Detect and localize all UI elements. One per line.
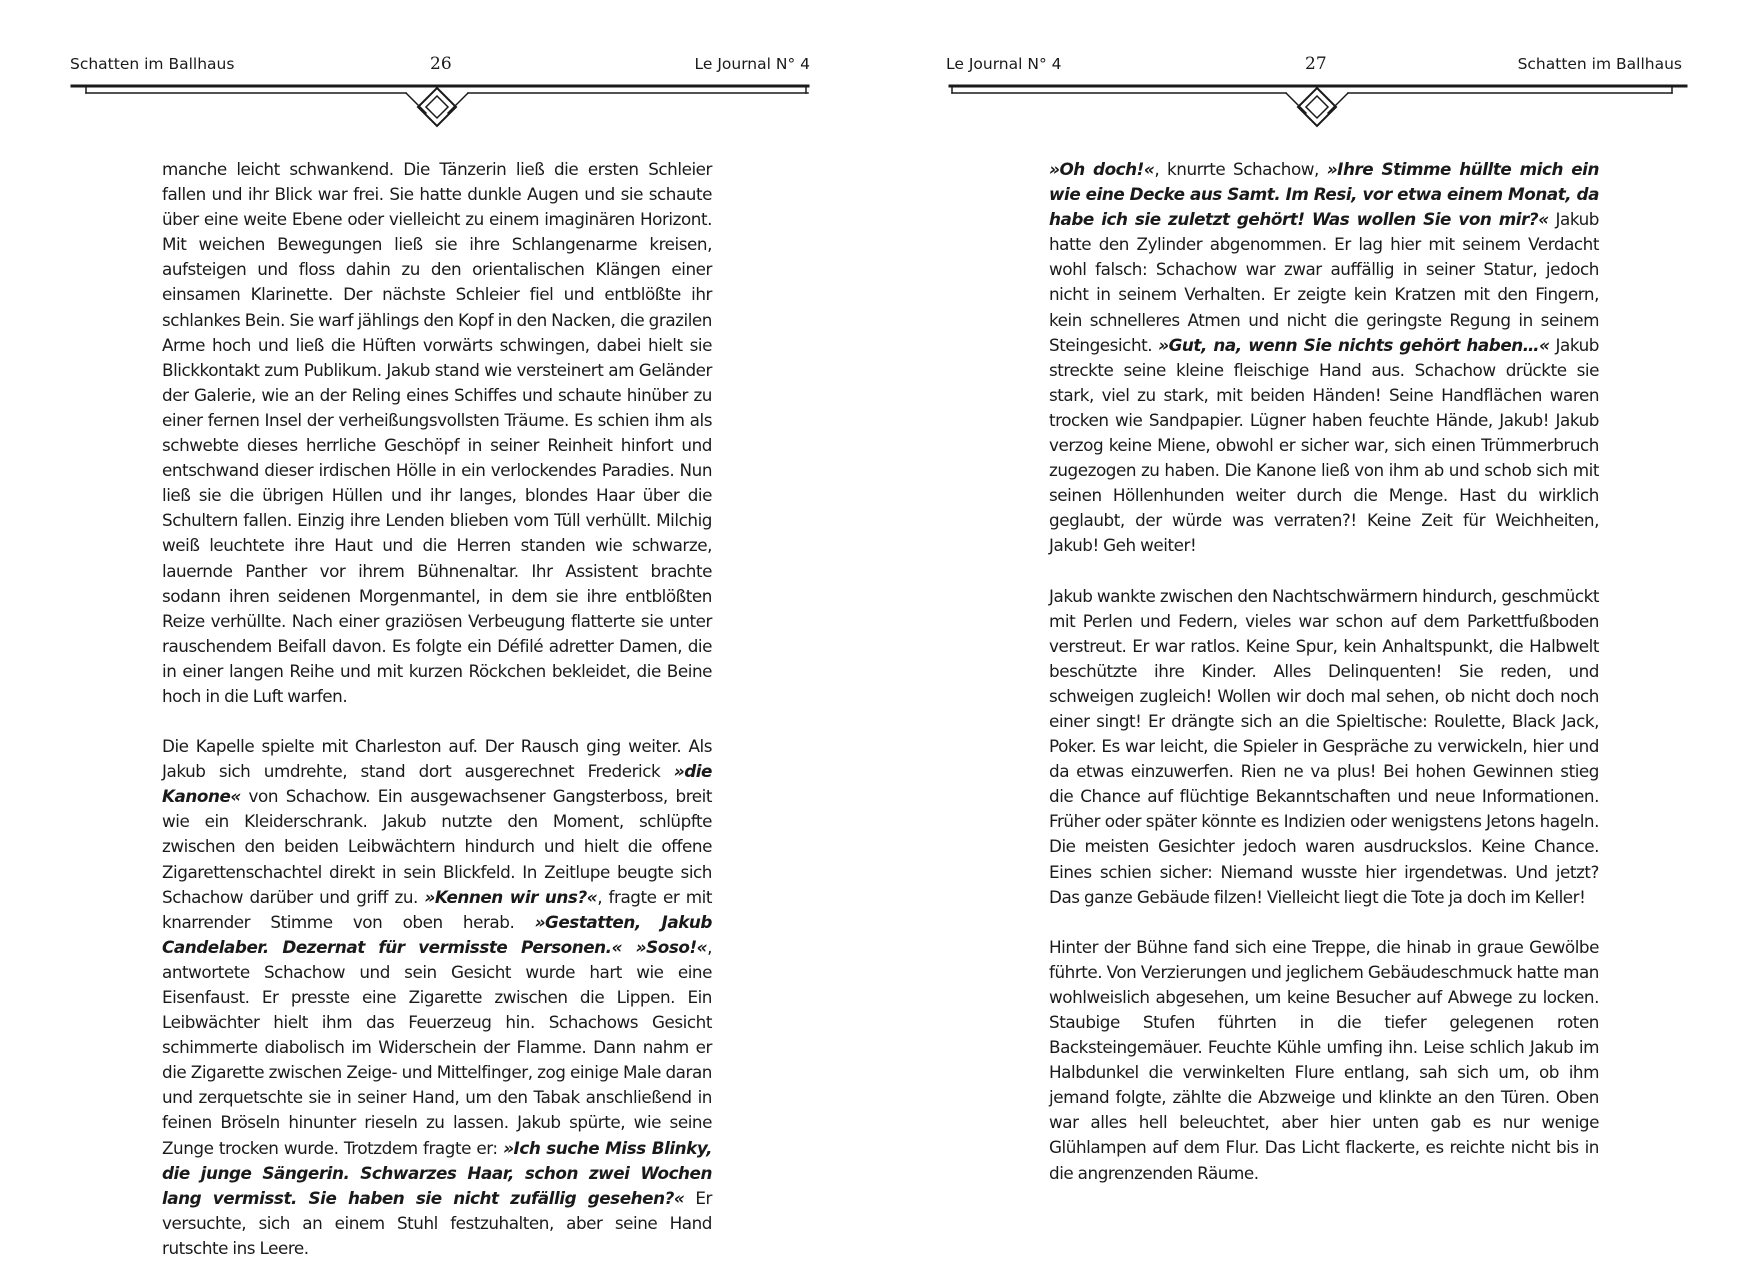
text-run: von Schachow. Ein ausgewachsener Gangsterboss, breit wie ein Kleiderschrank. Jakub nutzte den Moment, schlüpfte zwischen den beiden Leibwächtern hindurch und hielt die offene Zigarettenschachtel direkt in sein Blickfeld. In Zeitlupe beugte sich Schachow darüber und griff zu. bbox=[162, 786, 712, 907]
dialogue-quote: »Gestatten, Jakub Candelaber. Dezernat für vermisste Personen.« »Soso!« bbox=[162, 911, 712, 957]
running-header-title: Schatten im Ballhaus bbox=[1517, 55, 1682, 73]
text-run: Hinter der Bühne fand sich eine Treppe, die hinab in graue Gewölbe führte. Von Verzierungen und jeglichem Gebäudeschmuck hatte man wohlweislich abgesehen, um keine Besucher auf Abwege zu locken. Staubige Stufen führten in die tiefer gelegenen roten Backsteingemäuer. Feuchte Kühle umfing ihn. Leise schlich Jakub im Halbdunkel die verwinkelten Flure entlang, sah sich um, ob ihm jemand folgte, zählte die Abzweige und klinkte an den Türen. Oben war alles hell beleuchtet, aber hier unten gab es nur wenige Glühlampen auf dem Flur. Das Licht flackerte, es reichte nicht bis in die angrenzenden Räume. bbox=[1049, 936, 1599, 1183]
text-run: Jakub streckte seine kleine fleischige Hand aus. Schachow drückte sie stark, viel zu stark, mit beiden Händen! Seine Handflächen waren trocken wie Sandpapier. Lügner haben feuchte Hände, Jakub! Jakub verzog keine Miene, obwohl er sicher war, sich einen Trümmerbruch zugezogen zu haben. Die Kanone ließ von ihm ab und schob sich mit seinen Höllenhunden weiter durch die Menge. Hast du wirklich geglaubt, der würde was verraten?! Keine Zeit für Weichheiten, Jakub! Geh weiter! bbox=[1049, 334, 1600, 556]
running-header-journal: Le Journal N° 4 bbox=[946, 55, 1062, 73]
body-text bbox=[162, 157, 712, 1286]
page-number: 27 bbox=[1305, 54, 1327, 74]
header-rule-ornament bbox=[0, 84, 874, 134]
paragraph bbox=[1049, 584, 1599, 910]
running-header-journal: Le Journal N° 4 bbox=[694, 55, 810, 73]
body-text bbox=[1049, 157, 1599, 1211]
left-page bbox=[0, 0, 874, 1258]
dialogue-quote: »die Kanone« bbox=[162, 761, 712, 807]
text-run: Jakub hatte den Zylinder abgenommen. Er lag hier mit seinem Verdacht wohl falsch: Schachow war zwar auffällig in seiner Statur, jedoch nicht in seinem Verhalten. Er zeigte kein Kratzen mit den Fingern, kein schnelleres Atmen und nicht die geringste Regung in seinem Steingesicht. bbox=[1049, 209, 1599, 355]
dialogue-quote: »Oh doch!« bbox=[1049, 159, 1155, 179]
paragraph bbox=[1049, 935, 1599, 1186]
text-run: Die Kapelle spielte mit Charleston auf. Der Rausch ging weiter. Als Jakub sich umdrehte, stand dort ausgerechnet Frederick bbox=[162, 736, 712, 782]
dialogue-quote: »Gut, na, wenn Sie nichts gehört haben…« bbox=[1158, 334, 1550, 355]
running-header-title: Schatten im Ballhaus bbox=[70, 55, 235, 73]
text-run: Jakub wankte zwischen den Nachtschwärmern hindurch, geschmückt mit Perlen und Federn, vieles war schon auf dem Parkettfußboden verstreut. Er war ratlos. Keine Spur, kein Anhaltspunkt, die Halbwelt beschützte ihre Kinder. Alles Delinquenten! Sie reden, und schweigen zugleich! Wollen wir doch mal sehen, ob nicht doch noch einer singt! Er drängte sich an die Spieltische: Roulette, Black Jack, Poker. Es war leicht, die Spieler in Gespräche zu verwickeln, hier und da etwas einzuwerfen. Rien ne va plus! Bei hohen Gewinnen stieg die Chance auf flüchtige Bekanntschaften und neue Informationen. Früher oder später könnte es Indizien oder wenigstens Jetons hageln. Die meisten Gesichter jedoch waren ausdruckslos. Keine Chance. Eines schien sicher: Niemand wusste hier irgendetwas. Und jetzt? Das ganze Gebäude filzen! Vielleicht liegt die Tote ja doch im Keller! bbox=[1049, 585, 1599, 907]
text-run: , antwortete Schachow und sein Gesicht wurde hart wie eine Eisenfaust. Er presste eine Zigarette zwischen die Lippen. Ein Leibwächter hielt ihm das Feuerzeug hin. Schachows Gesicht schimmerte diabolisch im Widerschein der Flamme. Dann nahm er die Zigarette zwischen Zeige- und Mittelfinger, zog einige Male daran und zerquetschte sie in seiner Hand, um den Tabak anschließend in feinen Bröseln hinunter rieseln zu lassen. Jakub spürte, wie seine Zunge trocken wurde. Trotzdem fragte er: bbox=[162, 936, 712, 1158]
dialogue-quote: »Kennen wir uns?« bbox=[424, 886, 598, 907]
dialogue-quote: »Ihre Stimme hüllte mich ein wie eine Decke aus Samt. Im Resi, vor etwa einem Monat, da habe ich sie zuletzt gehört! Was wollen Sie von mir?« bbox=[1049, 159, 1599, 230]
header-rule-ornament bbox=[874, 84, 1748, 134]
text-run: , fragte er mit knarrender Stimme von oben herab. bbox=[162, 886, 712, 932]
text-run: , knurrte Schachow, bbox=[1154, 159, 1327, 179]
paragraph bbox=[1049, 157, 1599, 559]
dialogue-quote: »Ich suche Miss Blinky, die junge Sängerin. Schwarzes Haar, schon zwei Wochen lang vermisst. Sie haben sie nicht zufällig gesehen?« bbox=[162, 1137, 712, 1208]
text-run: manche leicht schwankend. Die Tänzerin ließ die ersten Schleier fallen und ihr Blick war frei. Sie hatte dunkle Augen und sie schaute über eine weite Ebene oder vielleicht zu einem imaginären Horizont. Mit weichen Bewegungen ließ sie ihre Schlangenarme kreisen, aufsteigen und floss dahin zu den orientalischen Klängen einer einsamen Klarinette. Der nächste Schleier fiel und entblößte ihr schlankes Bein. Sie warf jählings den Kopf in den Nacken, die grazilen Arme hoch und ließ die Hüften vorwärts schwingen, dabei hielt sie Blickkontakt zum Publikum. Jakub stand wie versteinert am Geländer der Galerie, wie an der Reling eines Schiffes und schaute hinüber zu einer fernen Insel der verheißungsvollsten Träume. Es schien ihm als schwebte dieses herrliche Geschöpf in seiner Reinheit hinfort und entschwand dieser irdischen Hölle in ein verlockendes Paradies. Nun ließ sie die übrigen Hüllen und ihr langes, blondes Haar über die Schultern fallen. Einzig ihre Lenden blieben vom Tüll verhüllt. Milchig weiß leuchtete ihre Haut und die Herren standen wie schwarze, lauernde Panther vor ihrem Bühnenaltar. Ihr Assistent brachte sodann ihren seidenen Morgenmantel, in dem sie ihre entblößten Reize verhüllte. Nach einer graziösen Verbeugung flatterte sie unter rauschendem Beifall davon. Es folgte ein Défilé adretter Damen, die in einer langen Reihe und mit kurzen Röckchen bekleidet, die Beine hoch in die Luft warfen. bbox=[162, 159, 712, 706]
text-run: Er versuchte, sich an einem Stuhl festzuhalten, aber seine Hand rutschte ins Leere. bbox=[162, 1187, 712, 1258]
right-page bbox=[874, 0, 1748, 1240]
page-number: 26 bbox=[430, 54, 452, 74]
paragraph bbox=[162, 157, 712, 709]
paragraph bbox=[162, 734, 712, 1261]
